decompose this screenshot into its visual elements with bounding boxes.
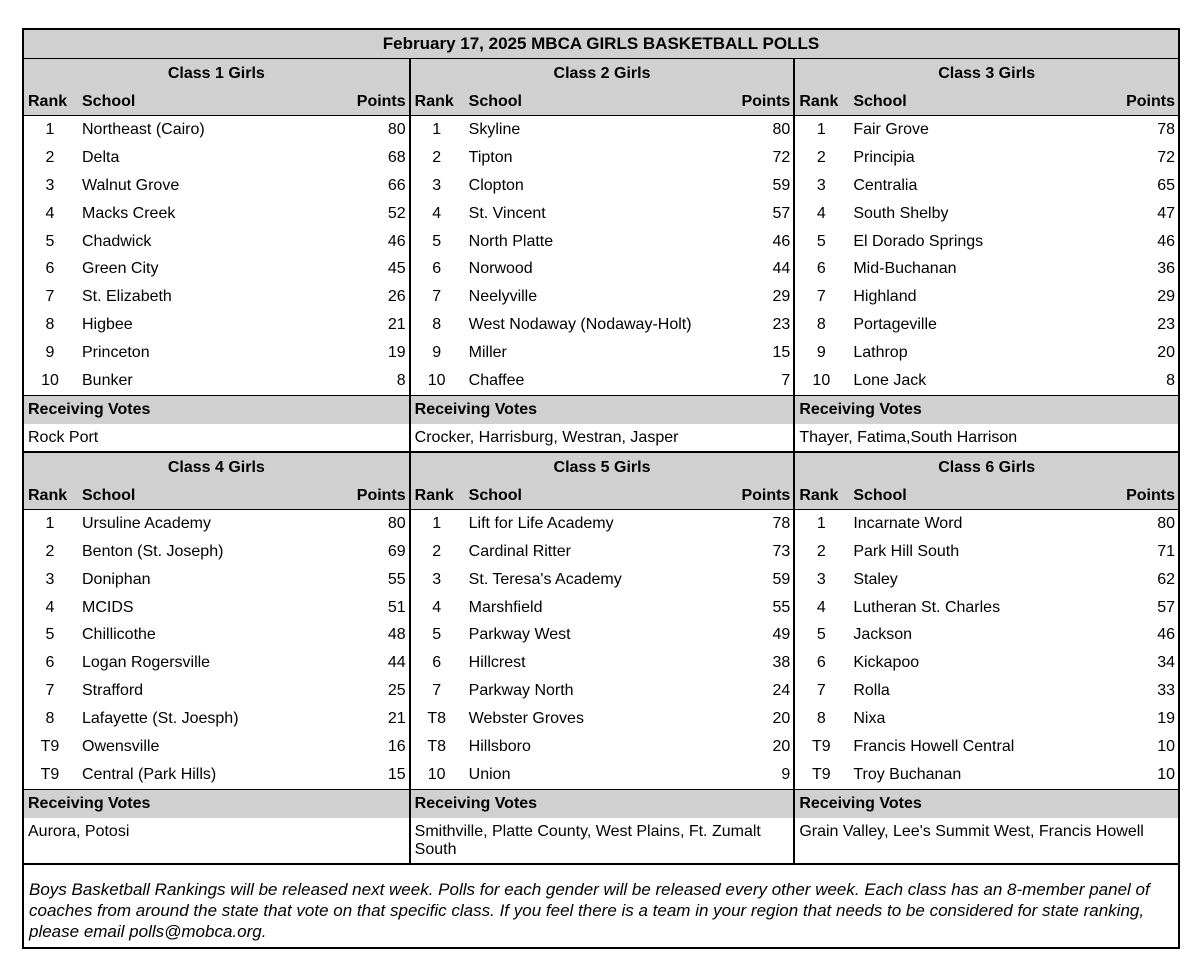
receiving-votes bbox=[411, 395, 794, 451]
table-row bbox=[795, 566, 1178, 594]
column-header bbox=[795, 482, 1178, 510]
points-cell: 10 bbox=[1157, 765, 1175, 783]
school-header: School bbox=[82, 93, 136, 110]
rank-cell: 1 bbox=[45, 121, 55, 138]
class-title: Class 2 Girls bbox=[411, 59, 794, 88]
school-cell: Incarnate Word bbox=[853, 514, 963, 532]
points-cell: 21 bbox=[387, 316, 406, 334]
school-cell: North Platte bbox=[468, 232, 554, 250]
school-cell: Owensville bbox=[82, 738, 160, 756]
table-row bbox=[795, 761, 1178, 789]
school-cell: Principia bbox=[853, 148, 915, 166]
points-cell: 9 bbox=[781, 765, 791, 783]
receiving-votes-text: Aurora, Potosi bbox=[24, 818, 409, 863]
points-cell: 26 bbox=[387, 288, 406, 306]
school-cell: Benton (St. Joseph) bbox=[82, 542, 224, 560]
school-cell: Miller bbox=[468, 344, 507, 362]
school-cell: Neelyville bbox=[468, 288, 538, 306]
school-cell: Highland bbox=[853, 288, 917, 306]
table-row bbox=[24, 255, 409, 283]
school-cell: Chaffee bbox=[468, 372, 525, 390]
rank-cell: 2 bbox=[816, 542, 826, 560]
rank-cell: 1 bbox=[45, 514, 55, 532]
table-row bbox=[24, 761, 409, 789]
points-cell: 69 bbox=[387, 542, 406, 560]
rank-cell: 7 bbox=[816, 682, 826, 700]
points-cell: 34 bbox=[1157, 654, 1175, 672]
school-cell: South Shelby bbox=[853, 204, 949, 222]
class-title: Class 5 Girls bbox=[411, 453, 794, 482]
table-row bbox=[24, 566, 409, 594]
table-row bbox=[24, 200, 409, 228]
points-cell: 45 bbox=[387, 260, 406, 278]
school-cell: Tipton bbox=[468, 148, 513, 166]
points-cell: 78 bbox=[1157, 121, 1175, 138]
points-cell: 8 bbox=[396, 372, 406, 390]
school-cell: Chadwick bbox=[82, 232, 152, 250]
receiving-votes-label: Receiving Votes bbox=[24, 395, 409, 424]
table-row bbox=[795, 367, 1178, 395]
school-cell: St. Elizabeth bbox=[82, 288, 172, 306]
points-cell: 72 bbox=[772, 148, 791, 166]
points-cell: 29 bbox=[772, 288, 791, 306]
table-row bbox=[795, 283, 1178, 311]
school-cell: Nixa bbox=[853, 710, 886, 728]
rank-header: Rank bbox=[799, 486, 839, 504]
school-cell: St. Teresa's Academy bbox=[468, 570, 622, 588]
rank-cell: T9 bbox=[811, 738, 831, 756]
table-row bbox=[411, 733, 794, 761]
rank-cell: 4 bbox=[816, 204, 826, 222]
rank-header: Rank bbox=[28, 93, 68, 110]
table-row bbox=[411, 649, 794, 677]
points-cell: 57 bbox=[1157, 598, 1175, 616]
table-row bbox=[795, 594, 1178, 622]
table-row bbox=[411, 510, 794, 538]
points-cell: 46 bbox=[387, 232, 406, 250]
class-row-top bbox=[24, 59, 1178, 451]
receiving-votes-text: Rock Port bbox=[24, 424, 409, 451]
receiving-votes-text: Smithville, Platte County, West Plains, Ft. Zumalt South bbox=[411, 818, 794, 863]
class-title: Class 3 Girls bbox=[795, 59, 1178, 88]
school-cell: El Dorado Springs bbox=[853, 232, 984, 250]
points-cell: 15 bbox=[387, 765, 406, 783]
rank-cell: 5 bbox=[432, 626, 442, 644]
table-row bbox=[24, 116, 409, 144]
rank-cell: T9 bbox=[40, 765, 60, 783]
points-cell: 23 bbox=[772, 316, 791, 334]
table-row bbox=[411, 311, 794, 339]
rank-cell: 4 bbox=[432, 204, 442, 222]
school-cell: St. Vincent bbox=[468, 204, 546, 222]
table-row bbox=[795, 172, 1178, 200]
rank-cell: T8 bbox=[427, 710, 446, 728]
table-row bbox=[411, 538, 794, 566]
school-cell: Lafayette (St. Joesph) bbox=[82, 710, 239, 728]
points-cell: 20 bbox=[1157, 344, 1175, 362]
rank-cell: 8 bbox=[45, 316, 55, 334]
school-cell: Union bbox=[468, 765, 511, 783]
class-panel bbox=[24, 59, 409, 451]
points-cell: 20 bbox=[772, 738, 791, 756]
table-row bbox=[795, 510, 1178, 538]
points-header: Points bbox=[1126, 486, 1175, 504]
points-cell: 47 bbox=[1157, 204, 1175, 222]
class-title: Class 1 Girls bbox=[24, 59, 409, 88]
table-row bbox=[795, 621, 1178, 649]
school-cell: Mid-Buchanan bbox=[853, 260, 957, 278]
table-row bbox=[411, 172, 794, 200]
table-row bbox=[795, 255, 1178, 283]
rank-cell: 8 bbox=[45, 710, 55, 728]
school-cell: Parkway West bbox=[468, 626, 571, 644]
rank-cell: 5 bbox=[45, 232, 55, 250]
points-cell: 44 bbox=[387, 654, 406, 672]
school-cell: Webster Groves bbox=[468, 710, 584, 728]
rank-cell: 4 bbox=[45, 204, 55, 222]
school-cell: Troy Buchanan bbox=[853, 765, 962, 783]
rank-cell: 1 bbox=[816, 121, 826, 138]
rank-cell: 7 bbox=[45, 288, 55, 306]
rank-cell: 10 bbox=[427, 372, 446, 390]
school-cell: Rolla bbox=[853, 682, 890, 700]
points-cell: 36 bbox=[1157, 260, 1175, 278]
school-cell: Hillcrest bbox=[468, 654, 526, 672]
points-header: Points bbox=[356, 93, 406, 110]
rank-cell: T9 bbox=[40, 738, 60, 756]
rank-header: Rank bbox=[414, 93, 454, 110]
table-row bbox=[795, 538, 1178, 566]
receiving-votes-label: Receiving Votes bbox=[795, 789, 1178, 818]
school-cell: Cardinal Ritter bbox=[468, 542, 571, 560]
receiving-votes-label: Receiving Votes bbox=[411, 789, 794, 818]
table-row bbox=[24, 538, 409, 566]
school-cell: Skyline bbox=[468, 121, 521, 138]
points-cell: 24 bbox=[772, 682, 791, 700]
table-row bbox=[24, 228, 409, 256]
school-cell: Macks Creek bbox=[82, 204, 176, 222]
table-row bbox=[411, 255, 794, 283]
points-cell: 62 bbox=[1157, 570, 1175, 588]
points-cell: 57 bbox=[772, 204, 791, 222]
rank-cell: 2 bbox=[816, 148, 826, 166]
school-cell: MCIDS bbox=[82, 598, 134, 616]
points-header: Points bbox=[356, 486, 406, 504]
rank-cell: 1 bbox=[432, 121, 442, 138]
table-row bbox=[795, 705, 1178, 733]
points-cell: 19 bbox=[387, 344, 406, 362]
receiving-votes-label: Receiving Votes bbox=[795, 395, 1178, 424]
rank-cell: 3 bbox=[816, 570, 826, 588]
receiving-votes-text: Crocker, Harrisburg, Westran, Jasper bbox=[411, 424, 794, 451]
school-cell: Ursuline Academy bbox=[82, 514, 211, 532]
points-cell: 73 bbox=[772, 542, 791, 560]
column-header bbox=[24, 482, 409, 510]
rank-cell: T8 bbox=[427, 738, 446, 756]
table-row bbox=[411, 116, 794, 144]
school-cell: Staley bbox=[853, 570, 898, 588]
points-cell: 48 bbox=[387, 626, 406, 644]
rank-cell: 6 bbox=[45, 260, 55, 278]
points-cell: 8 bbox=[1166, 372, 1175, 390]
points-cell: 46 bbox=[1157, 232, 1175, 250]
points-header: Points bbox=[1126, 93, 1175, 110]
school-cell: Norwood bbox=[468, 260, 533, 278]
table-row bbox=[795, 733, 1178, 761]
rank-cell: 3 bbox=[45, 570, 55, 588]
table-row bbox=[24, 594, 409, 622]
table-row bbox=[411, 367, 794, 395]
points-cell: 46 bbox=[1157, 626, 1175, 644]
table-row bbox=[411, 621, 794, 649]
school-cell: Lone Jack bbox=[853, 372, 927, 390]
school-header: School bbox=[853, 486, 907, 504]
school-cell: Central (Park Hills) bbox=[82, 765, 217, 783]
receiving-votes-text: Thayer, Fatima,South Harrison bbox=[795, 424, 1178, 451]
points-cell: 29 bbox=[1157, 288, 1175, 306]
class-title: Class 4 Girls bbox=[24, 453, 409, 482]
points-cell: 55 bbox=[772, 598, 791, 616]
rank-cell: 10 bbox=[427, 765, 446, 783]
table-row bbox=[24, 283, 409, 311]
rank-cell: 7 bbox=[45, 682, 55, 700]
rank-cell: 7 bbox=[432, 288, 442, 306]
points-cell: 25 bbox=[387, 682, 406, 700]
receiving-votes bbox=[795, 789, 1178, 863]
rank-cell: 3 bbox=[432, 176, 442, 194]
points-cell: 59 bbox=[772, 570, 791, 588]
school-cell: Kickapoo bbox=[853, 654, 920, 672]
school-cell: Bunker bbox=[82, 372, 133, 390]
school-cell: Walnut Grove bbox=[82, 176, 180, 194]
table-row bbox=[795, 116, 1178, 144]
school-header: School bbox=[82, 486, 136, 504]
rank-cell: 4 bbox=[45, 598, 55, 616]
rank-header: Rank bbox=[799, 93, 839, 110]
polls-table bbox=[22, 28, 1180, 949]
table-row bbox=[795, 228, 1178, 256]
class-panel bbox=[409, 59, 794, 451]
points-cell: 66 bbox=[387, 176, 406, 194]
table-row bbox=[24, 311, 409, 339]
points-cell: 55 bbox=[387, 570, 406, 588]
points-cell: 71 bbox=[1157, 542, 1175, 560]
rank-cell: 6 bbox=[816, 654, 826, 672]
points-cell: 46 bbox=[772, 232, 791, 250]
school-cell: Strafford bbox=[82, 682, 144, 700]
table-row bbox=[411, 144, 794, 172]
table-row bbox=[24, 510, 409, 538]
points-cell: 51 bbox=[387, 598, 406, 616]
table-row bbox=[24, 733, 409, 761]
table-row bbox=[795, 677, 1178, 705]
table-row bbox=[411, 761, 794, 789]
class-panel bbox=[793, 59, 1178, 451]
table-row bbox=[24, 621, 409, 649]
points-cell: 38 bbox=[772, 654, 791, 672]
school-cell: Doniphan bbox=[82, 570, 151, 588]
rank-cell: 7 bbox=[432, 682, 442, 700]
rank-cell: 2 bbox=[45, 148, 55, 166]
school-cell: Clopton bbox=[468, 176, 524, 194]
rank-cell: 3 bbox=[432, 570, 442, 588]
rank-cell: 1 bbox=[816, 514, 826, 532]
rank-cell: 8 bbox=[816, 316, 826, 334]
rank-cell: 9 bbox=[45, 344, 55, 362]
rank-cell: 8 bbox=[816, 710, 826, 728]
page-title: February 17, 2025 MBCA GIRLS BASKETBALL POLLS bbox=[24, 30, 1178, 59]
points-header: Points bbox=[741, 93, 791, 110]
rank-cell: 5 bbox=[816, 626, 826, 644]
table-row bbox=[795, 144, 1178, 172]
receiving-votes-text: Grain Valley, Lee's Summit West, Francis Howell bbox=[795, 818, 1178, 863]
school-cell: Parkway North bbox=[468, 682, 574, 700]
rank-cell: 9 bbox=[432, 344, 442, 362]
points-cell: 23 bbox=[1157, 316, 1175, 334]
points-cell: 20 bbox=[772, 710, 791, 728]
points-cell: 19 bbox=[1157, 710, 1175, 728]
points-cell: 80 bbox=[1157, 514, 1175, 532]
table-row bbox=[411, 283, 794, 311]
table-row bbox=[411, 566, 794, 594]
receiving-votes-label: Receiving Votes bbox=[411, 395, 794, 424]
receiving-votes bbox=[411, 789, 794, 863]
school-cell: Princeton bbox=[82, 344, 150, 362]
points-cell: 33 bbox=[1157, 682, 1175, 700]
points-cell: 16 bbox=[387, 738, 406, 756]
rank-cell: 3 bbox=[816, 176, 826, 194]
points-cell: 68 bbox=[387, 148, 406, 166]
table-row bbox=[24, 677, 409, 705]
school-cell: Park Hill South bbox=[853, 542, 960, 560]
column-header bbox=[795, 88, 1178, 116]
table-row bbox=[795, 311, 1178, 339]
school-cell: Northeast (Cairo) bbox=[82, 121, 205, 138]
rank-cell: 5 bbox=[45, 626, 55, 644]
school-cell: Lathrop bbox=[853, 344, 908, 362]
school-header: School bbox=[468, 486, 522, 504]
rank-cell: 2 bbox=[432, 542, 442, 560]
table-row bbox=[24, 367, 409, 395]
rank-cell: 3 bbox=[45, 176, 55, 194]
school-cell: Lift for Life Academy bbox=[468, 514, 614, 532]
class-title: Class 6 Girls bbox=[795, 453, 1178, 482]
points-cell: 7 bbox=[781, 372, 791, 390]
school-cell: Green City bbox=[82, 260, 159, 278]
school-cell: Marshfield bbox=[468, 598, 543, 616]
table-row bbox=[411, 677, 794, 705]
table-row bbox=[24, 339, 409, 367]
school-cell: Lutheran St. Charles bbox=[853, 598, 1001, 616]
rank-cell: 4 bbox=[816, 598, 826, 616]
table-row bbox=[24, 172, 409, 200]
school-cell: Hillsboro bbox=[468, 738, 531, 756]
table-row bbox=[24, 705, 409, 733]
school-header: School bbox=[468, 93, 522, 110]
receiving-votes bbox=[24, 789, 409, 863]
table-row bbox=[411, 705, 794, 733]
school-cell: Chillicothe bbox=[82, 626, 156, 644]
table-row bbox=[411, 594, 794, 622]
table-row bbox=[24, 144, 409, 172]
school-cell: Delta bbox=[82, 148, 120, 166]
rank-cell: 6 bbox=[432, 260, 442, 278]
points-cell: 10 bbox=[1157, 738, 1175, 756]
points-cell: 52 bbox=[387, 204, 406, 222]
table-row bbox=[24, 649, 409, 677]
points-cell: 15 bbox=[772, 344, 791, 362]
table-row bbox=[795, 339, 1178, 367]
class-panel bbox=[409, 453, 794, 863]
receiving-votes bbox=[24, 395, 409, 451]
rank-cell: 8 bbox=[432, 316, 442, 334]
rank-cell: 9 bbox=[816, 344, 826, 362]
class-panel bbox=[24, 453, 409, 863]
rank-cell: T9 bbox=[811, 765, 831, 783]
school-cell: Higbee bbox=[82, 316, 133, 334]
footnote: Boys Basketball Rankings will be released next week. Polls for each gender will be released every other week. Each class has an 8-member panel of coaches from around the state that vote on that specific class. If you feel there is a team in your region that needs to be considered for state ranking, please email polls@mobca.org. bbox=[24, 863, 1178, 947]
receiving-votes-label: Receiving Votes bbox=[24, 789, 409, 818]
points-cell: 49 bbox=[772, 626, 791, 644]
rank-cell: 1 bbox=[432, 514, 442, 532]
rank-cell: 10 bbox=[41, 372, 59, 390]
rank-cell: 4 bbox=[432, 598, 442, 616]
school-cell: Logan Rogersville bbox=[82, 654, 211, 672]
table-row bbox=[411, 228, 794, 256]
receiving-votes bbox=[795, 395, 1178, 451]
points-cell: 21 bbox=[387, 710, 406, 728]
table-row bbox=[411, 339, 794, 367]
points-cell: 44 bbox=[772, 260, 791, 278]
rank-cell: 6 bbox=[816, 260, 826, 278]
class-panel bbox=[793, 453, 1178, 863]
rank-cell: 7 bbox=[816, 288, 826, 306]
rank-cell: 6 bbox=[45, 654, 55, 672]
rank-cell: 2 bbox=[432, 148, 442, 166]
points-cell: 78 bbox=[772, 514, 791, 532]
school-cell: Fair Grove bbox=[853, 121, 929, 138]
rank-cell: 10 bbox=[812, 372, 831, 390]
rank-cell: 5 bbox=[816, 232, 826, 250]
rank-cell: 5 bbox=[432, 232, 442, 250]
points-cell: 72 bbox=[1157, 148, 1175, 166]
column-header bbox=[411, 88, 794, 116]
school-cell: Portageville bbox=[853, 316, 937, 334]
rank-header: Rank bbox=[28, 486, 68, 504]
school-cell: Centralia bbox=[853, 176, 918, 194]
points-header: Points bbox=[741, 486, 791, 504]
points-cell: 80 bbox=[387, 514, 406, 532]
school-header: School bbox=[853, 93, 907, 110]
school-cell: West Nodaway (Nodaway-Holt) bbox=[468, 316, 692, 334]
class-row-bottom bbox=[24, 451, 1178, 863]
column-header bbox=[411, 482, 794, 510]
points-cell: 80 bbox=[772, 121, 791, 138]
rank-cell: 6 bbox=[432, 654, 442, 672]
table-row bbox=[411, 200, 794, 228]
school-cell: Jackson bbox=[853, 626, 913, 644]
rank-header: Rank bbox=[414, 486, 454, 504]
rank-cell: 2 bbox=[45, 542, 55, 560]
school-cell: Francis Howell Central bbox=[853, 738, 1015, 756]
points-cell: 65 bbox=[1157, 176, 1175, 194]
table-row bbox=[795, 649, 1178, 677]
points-cell: 59 bbox=[772, 176, 791, 194]
column-header bbox=[24, 88, 409, 116]
points-cell: 80 bbox=[387, 121, 406, 138]
table-row bbox=[795, 200, 1178, 228]
